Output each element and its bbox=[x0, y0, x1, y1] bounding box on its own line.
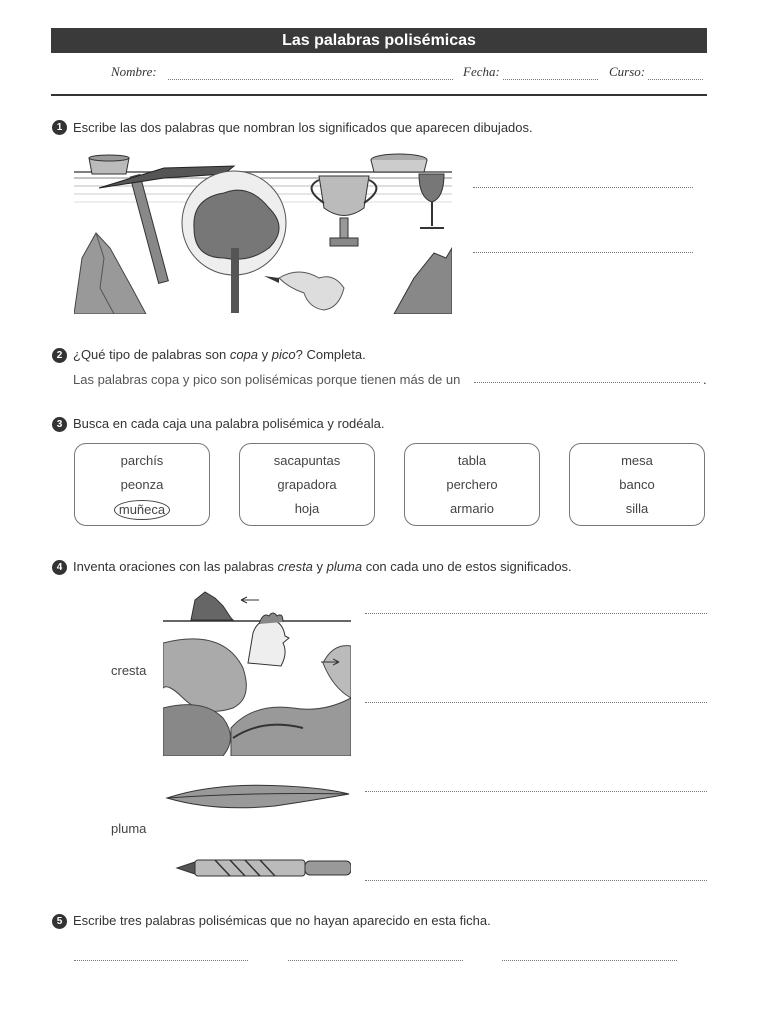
question-2-text bbox=[73, 347, 366, 362]
header-divider bbox=[51, 94, 707, 96]
q4-pluma-line-1[interactable] bbox=[365, 791, 707, 792]
box-4-word-1[interactable]: mesa bbox=[621, 453, 653, 468]
box-1-word-3-circled[interactable]: muñeca bbox=[114, 500, 170, 520]
q2-answer-line[interactable] bbox=[474, 382, 700, 383]
q1-answer-line-1[interactable] bbox=[473, 187, 693, 188]
nombre-label: Nombre: bbox=[111, 64, 157, 79]
pluma-label: pluma bbox=[111, 821, 147, 836]
word-box-4 bbox=[569, 443, 705, 526]
nombre-field[interactable] bbox=[168, 79, 453, 80]
q1-answer-line-2[interactable] bbox=[473, 252, 693, 253]
question-2-answer-suffix: . bbox=[703, 372, 707, 387]
question-3-number: 3 bbox=[52, 417, 67, 432]
question-1-number: 1 bbox=[52, 120, 67, 135]
box-1-word-2[interactable]: peonza bbox=[120, 477, 164, 492]
box-3-word-1[interactable]: tabla bbox=[457, 453, 487, 468]
question-5-number: 5 bbox=[52, 914, 67, 929]
box-3-word-2[interactable]: perchero bbox=[446, 477, 498, 492]
question-2-answer-prefix: Las palabras copa y pico son polisémicas porque tienen más de un bbox=[73, 372, 461, 387]
q5-answer-line-2[interactable] bbox=[288, 960, 463, 961]
question-2-text-c: ? Completa. bbox=[295, 347, 366, 362]
question-2-word-1: copa bbox=[229, 347, 259, 362]
question-1-text: Escribe las dos palabras que nombran los significados que aparecen dibujados. bbox=[73, 120, 533, 135]
curso-field[interactable] bbox=[648, 79, 703, 80]
question-4-number: 4 bbox=[52, 560, 67, 575]
cresta-label: cresta bbox=[111, 663, 147, 678]
fecha-field[interactable] bbox=[503, 79, 598, 80]
question-2-number: 2 bbox=[52, 348, 67, 363]
q4-cresta-line-1[interactable] bbox=[365, 613, 707, 614]
word-box-3 bbox=[404, 443, 540, 526]
question-5-text: Escribe tres palabras polisémicas que no hayan aparecido en esta ficha. bbox=[73, 913, 491, 928]
question-4-text bbox=[73, 559, 572, 574]
box-2-word-3[interactable]: hoja bbox=[294, 501, 320, 516]
feather-pen-illustration bbox=[165, 780, 351, 880]
question-4-word-1: cresta bbox=[277, 559, 313, 574]
fecha-label: Fecha: bbox=[463, 64, 500, 79]
q5-answer-line-3[interactable] bbox=[502, 960, 677, 961]
box-3-word-3[interactable]: armario bbox=[449, 501, 495, 516]
question-4-text-b: y bbox=[312, 559, 327, 574]
question-2-word-2: pico bbox=[271, 347, 296, 362]
question-2-text-b: y bbox=[258, 347, 272, 362]
page-title: Las palabras polisémicas bbox=[51, 28, 707, 53]
word-box-1 bbox=[74, 443, 210, 526]
q4-pluma-line-2[interactable] bbox=[365, 880, 707, 881]
curso-label: Curso: bbox=[609, 64, 646, 79]
question-3-text: Busca en cada caja una palabra polisémica y rodéala. bbox=[73, 416, 385, 431]
q5-answer-line-1[interactable] bbox=[74, 960, 248, 961]
question-4-text-a: Inventa oraciones con las palabras bbox=[73, 559, 278, 574]
box-2-word-1[interactable]: sacapuntas bbox=[273, 453, 341, 468]
box-2-word-2[interactable]: grapadora bbox=[277, 477, 337, 492]
question-2-text-a: ¿Qué tipo de palabras son bbox=[73, 347, 230, 362]
question-4-word-2: pluma bbox=[326, 559, 363, 574]
box-4-word-3[interactable]: silla bbox=[625, 501, 649, 516]
word-box-2 bbox=[239, 443, 375, 526]
question-4-text-c: con cada uno de estos significados. bbox=[362, 559, 572, 574]
box-1-word-1[interactable]: parchís bbox=[120, 453, 164, 468]
box-4-word-2[interactable]: banco bbox=[619, 477, 655, 492]
copa-pico-illustration bbox=[74, 148, 452, 314]
mountain-rooster-wave-illustration bbox=[163, 588, 351, 756]
q4-cresta-line-2[interactable] bbox=[365, 702, 707, 703]
